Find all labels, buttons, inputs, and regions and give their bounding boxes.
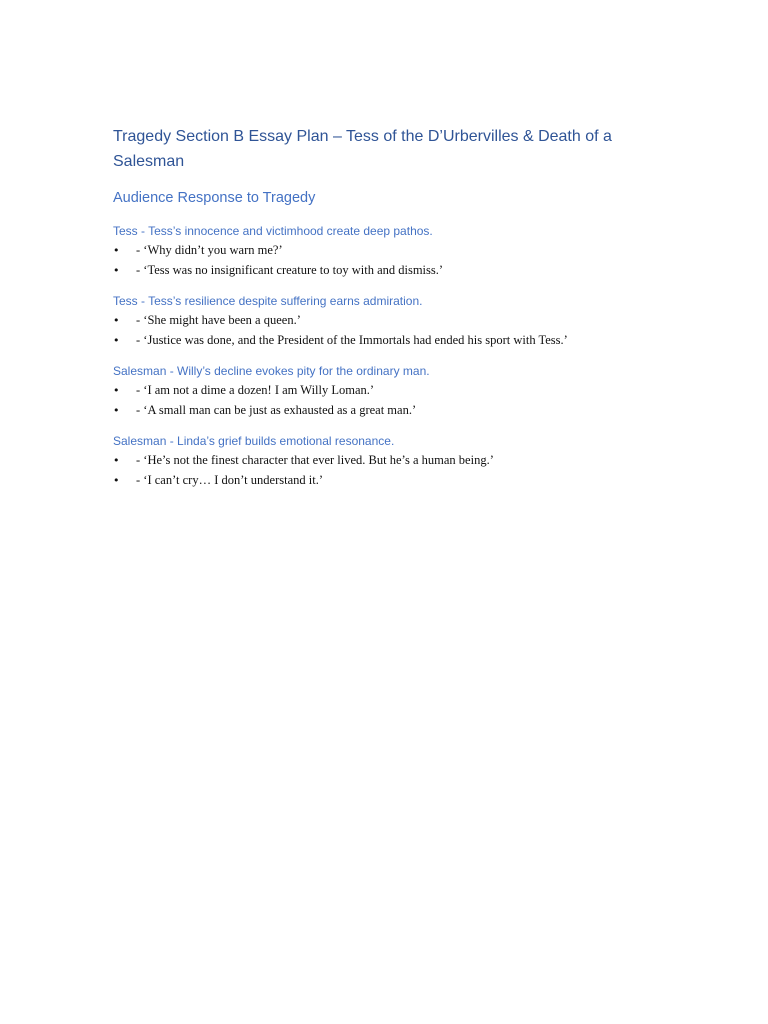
quote-item xyxy=(113,311,673,331)
quote-text: - ‘Tess was no insignificant creature to toy with and dismiss.’ xyxy=(136,262,444,277)
quote-list xyxy=(113,381,673,420)
quote-item xyxy=(113,451,673,471)
quote-text: - ‘A small man can be just as exhausted as a great man.’ xyxy=(136,402,417,417)
bullet-icon: • xyxy=(113,403,120,417)
point-block xyxy=(113,293,673,350)
quote-item xyxy=(113,471,673,491)
point-block xyxy=(113,433,673,490)
point-heading: Tess - Tess’s resilience despite suffering earns admiration. xyxy=(113,294,423,308)
document-title: Tragedy Section B Essay Plan – Tess of the D’Urbervilles & Death of a Salesman xyxy=(113,128,612,170)
point-heading: Tess - Tess’s innocence and victimhood create deep pathos. xyxy=(113,224,433,238)
document-page xyxy=(113,124,673,490)
quote-item xyxy=(113,261,673,281)
point-block xyxy=(113,223,673,280)
bullet-icon: • xyxy=(113,384,120,397)
section-heading: Audience Response to Tragedy xyxy=(113,190,316,206)
quote-text: - ‘Justice was done, and the President of the Immortals had ended his sport with Tess.’ xyxy=(136,332,568,347)
quote-text: - ‘I am not a dime a dozen! I am Willy Loman.’ xyxy=(136,383,375,397)
bullet-icon: • xyxy=(113,263,120,277)
quote-text: - ‘Why didn’t you warn me?’ xyxy=(136,243,283,257)
quote-list xyxy=(113,311,673,350)
point-heading: Salesman - Linda’s grief builds emotional resonance. xyxy=(113,434,395,448)
quote-text: - ‘I can’t cry… I don’t understand it.’ xyxy=(136,472,323,487)
quote-text: - ‘She might have been a queen.’ xyxy=(136,313,301,327)
bullet-icon: • xyxy=(113,473,120,487)
point-heading: Salesman - Willy’s decline evokes pity for the ordinary man. xyxy=(113,364,430,378)
bullet-icon: • xyxy=(113,314,120,327)
point-block xyxy=(113,363,673,420)
quote-list xyxy=(113,451,673,490)
quote-item xyxy=(113,381,673,401)
bullet-icon: • xyxy=(113,333,120,347)
quote-item xyxy=(113,331,673,351)
quote-item xyxy=(113,401,673,421)
bullet-icon: • xyxy=(113,244,120,257)
quote-text: - ‘He’s not the finest character that ever lived. But he’s a human being.’ xyxy=(136,453,494,467)
quote-list xyxy=(113,241,673,280)
quote-item xyxy=(113,241,673,261)
bullet-icon: • xyxy=(113,454,120,467)
